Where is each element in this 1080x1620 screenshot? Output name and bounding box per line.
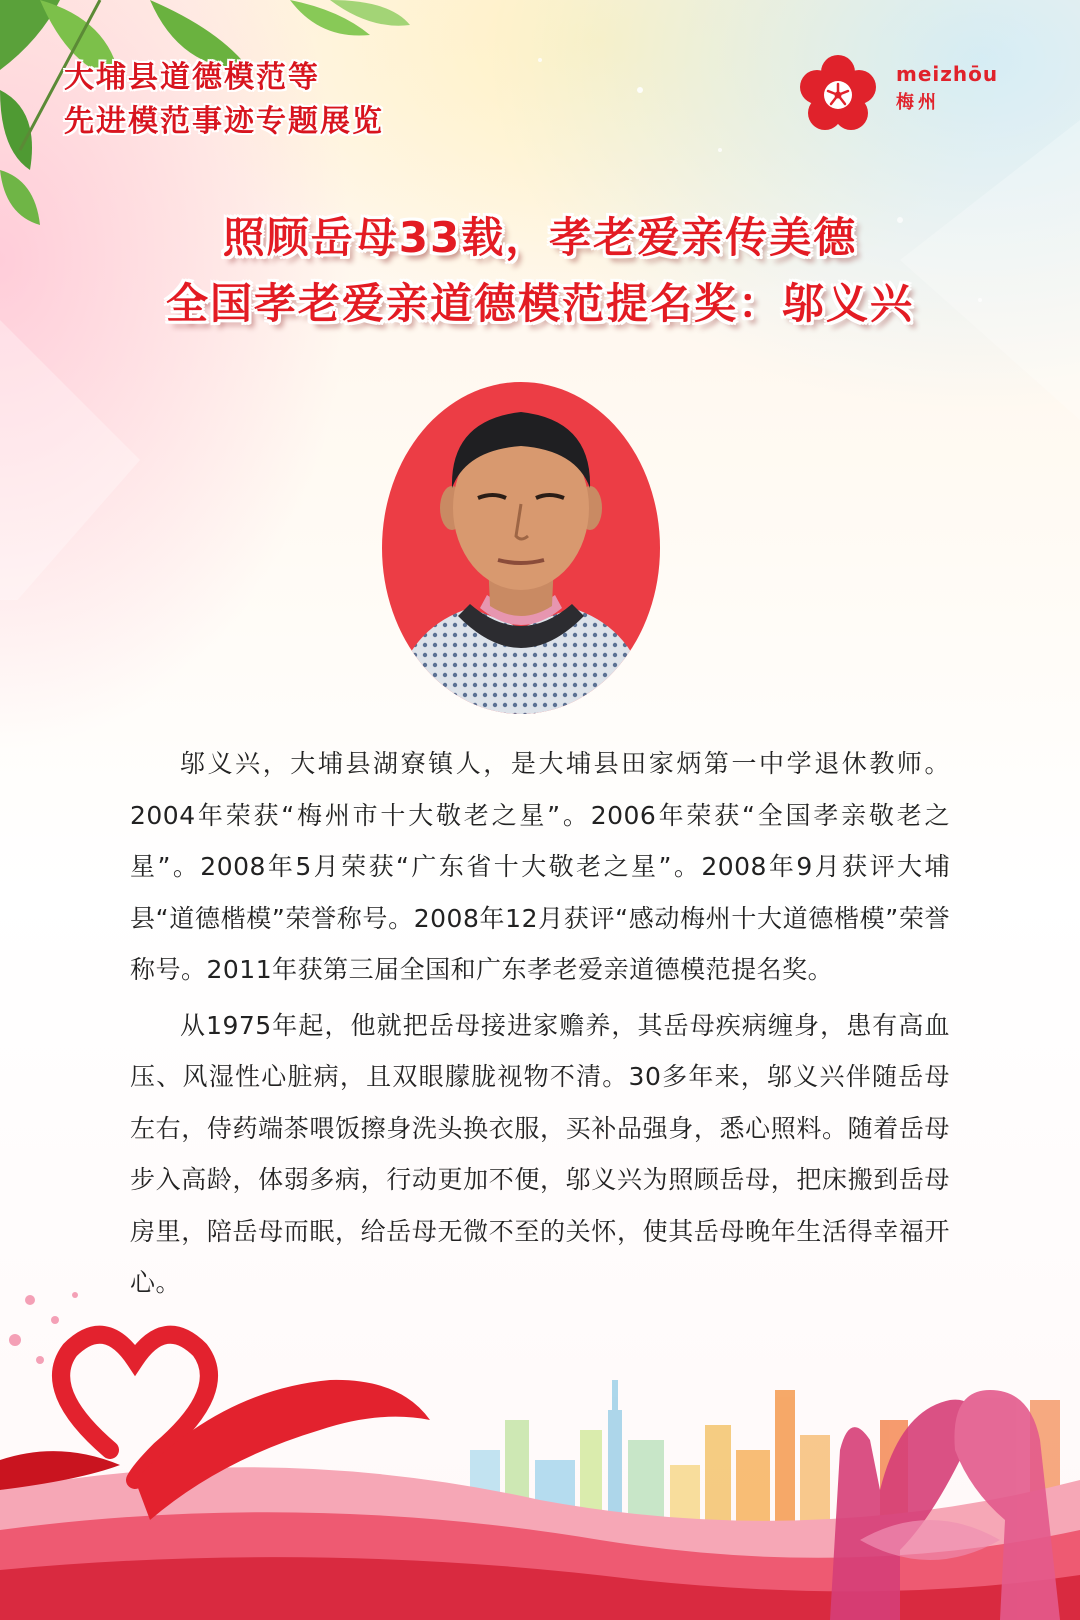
headline-line-1: 照顾岳母33载，孝老爱亲传美德 [222,213,858,262]
bio-paragraph-1: 邬义兴，大埔县湖寮镇人，是大埔县田家炳第一中学退休教师。2004年荣获“梅州市十大敬老之星”。2006年荣获“全国孝亲敬老之星”。2008年5月荣获“广东省十大敬老之星”。2008年9月获评大埔县“道德楷模”荣誉称号。2008年12月获评“感动梅州十大道德楷模”荣誉称号。2011年获第三届全国和广东孝老爱亲道德模范提名奖。 [130,749,950,984]
bio-paragraph-2: 从1975年起，他就把岳母接进家赡养，其岳母疾病缠身，患有高血压、风湿性心脏病，且双眼朦胧视物不清。30多年来，邬义兴伴随岳母左右，侍药端茶喂饭擦身洗头换衣服，买补品强身，悉心照料。随着岳母步入高龄，体弱多病，行动更加不便，邬义兴为照顾岳母，把床搬到岳母房里，陪岳母而眠，给岳母无微不至的关怀，使其岳母晚年生活得幸福开心。 [130,1010,950,1297]
exhibit-title-line-2: 先进模范事迹专题展览 [64,104,384,139]
plum-blossom-logo-icon [798,54,878,134]
exhibit-title [64,56,384,144]
footer-decoration [0,1290,1080,1620]
headline-line-2: 全国孝老爱亲道德模范提名奖：邬义兴 [165,279,914,328]
logo-chinese-text: 梅州 [896,92,940,113]
small-hearts-decoration [9,1292,98,1364]
meizhou-logo [798,54,998,134]
headline [0,205,1080,337]
logo-latin-text: meizhōu [896,62,999,86]
exhibit-title-line-1: 大埔县道德模范等 [64,60,320,95]
biography [130,738,950,1313]
portrait-photo [380,380,662,716]
